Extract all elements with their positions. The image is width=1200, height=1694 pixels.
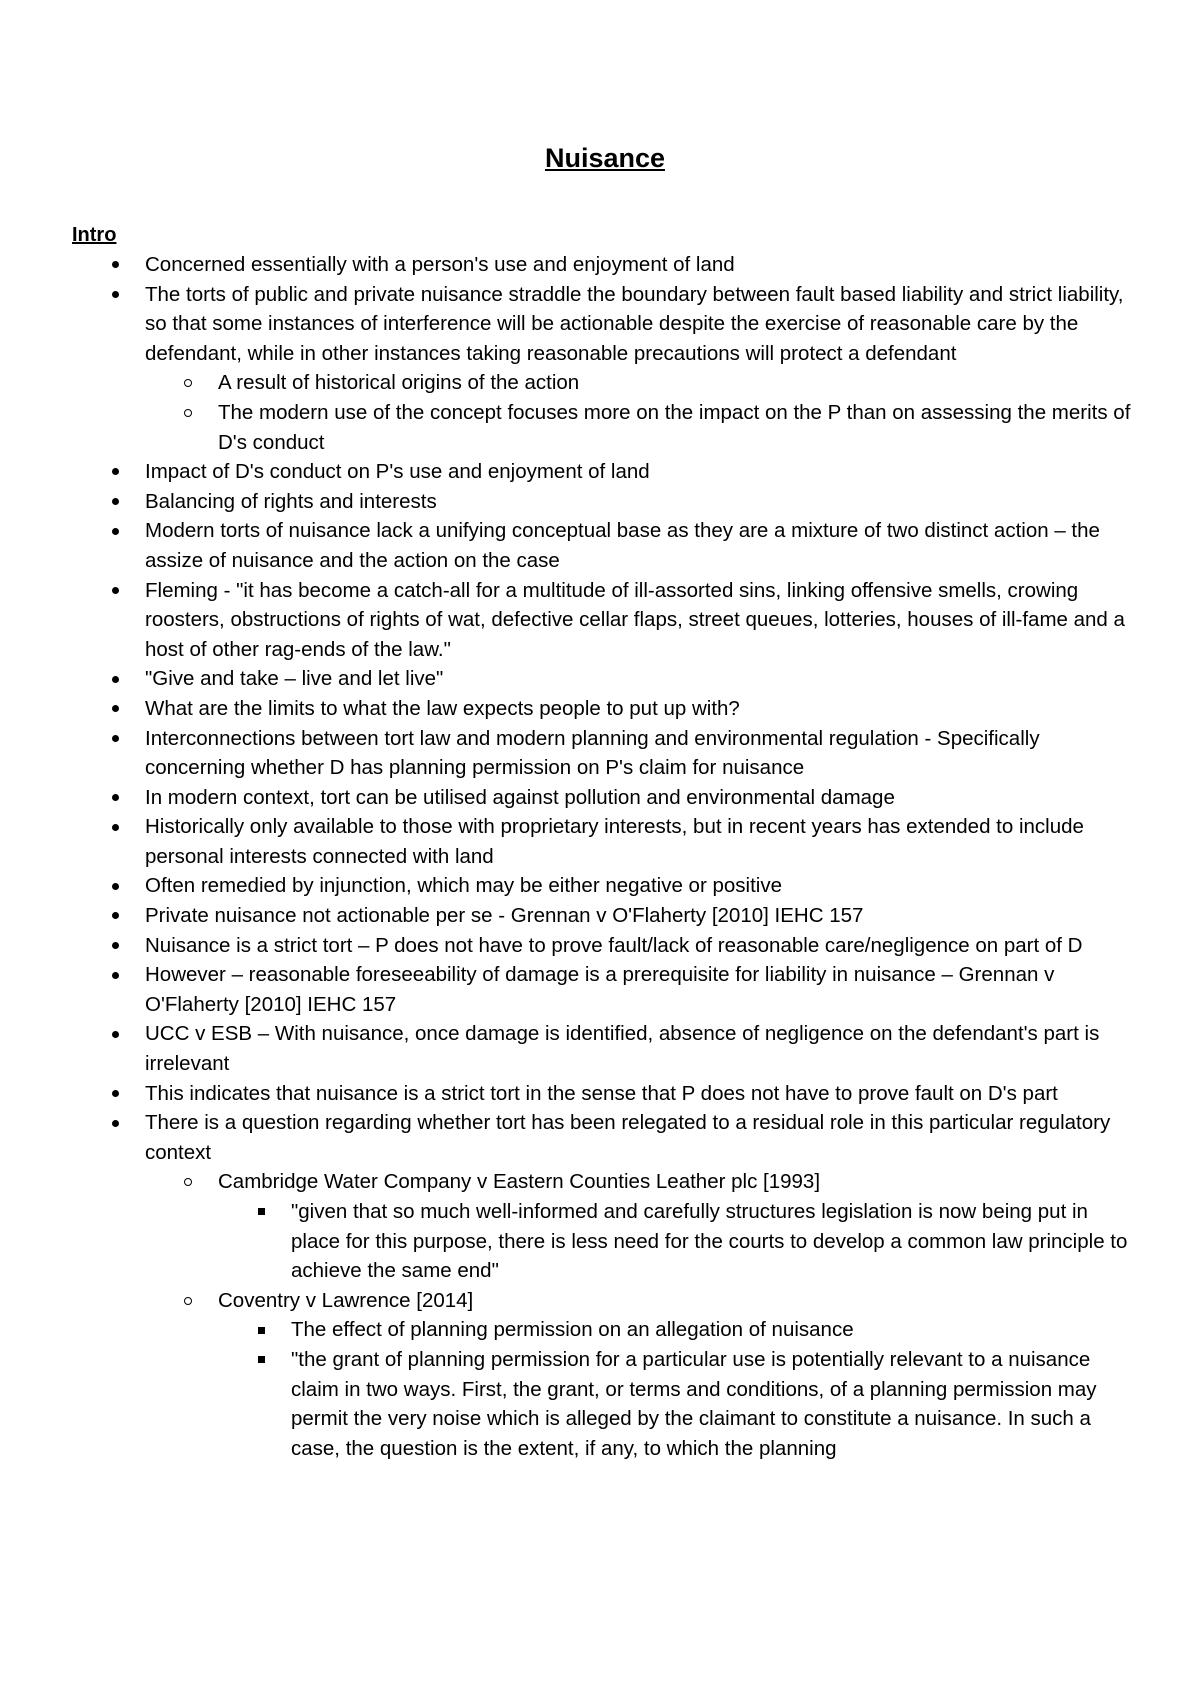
bullet-marker: [108, 871, 122, 901]
list-item: [72, 487, 1138, 517]
list-item-text: Often remedied by injunction, which may be either negative or positive: [145, 874, 782, 898]
list-level-1: [72, 250, 1138, 368]
list-item: [72, 1315, 1138, 1345]
list-item-text: Private nuisance not actionable per se - Grennan v O'Flaherty [2010] IEHC 157: [145, 904, 864, 928]
list-item: [72, 871, 1138, 901]
list-item-text: However – reasonable foreseeability of damage is a prerequisite for liability in nuisance – Grennan v O'Flaherty [2010] IEHC 157: [145, 963, 1055, 1016]
dot-bullet-icon: [112, 1090, 119, 1097]
list-item: [72, 1167, 1138, 1197]
page-title: Nuisance: [544, 143, 666, 173]
list-item: [72, 901, 1138, 931]
dot-bullet-icon: [112, 794, 119, 801]
list-item: [72, 1079, 1138, 1109]
section-heading-intro: Intro: [72, 224, 117, 246]
dot-bullet-icon: [112, 972, 119, 979]
list-level-1: [72, 457, 1138, 1167]
bullet-marker: [108, 812, 122, 842]
list-item: [72, 457, 1138, 487]
bullet-marker: [108, 1108, 122, 1138]
list-level-2: [72, 1286, 1138, 1316]
list-item: [72, 664, 1138, 694]
list-level-2: [72, 368, 1138, 457]
dot-bullet-icon: [112, 1120, 119, 1127]
bullet-marker: [108, 664, 122, 694]
list-item: [72, 1019, 1138, 1078]
list-item: [72, 931, 1138, 961]
list-item-text: Modern torts of nuisance lack a unifying conceptual base as they are a mixture of two distinct action – the assize of nuisance and the action on the case: [145, 519, 1100, 572]
list-item-text: "the grant of planning permission for a particular use is potentially relevant to a nuisance claim in two ways. First, the grant, or terms and conditions, of a planning permission may permit the very noise which is alleged by the claimant to constitute a nuisance. In such a case, the question is the extent, if any, to which the planning: [291, 1347, 1097, 1460]
dot-bullet-icon: [112, 705, 119, 712]
bullet-marker: [181, 1167, 195, 1197]
bullet-marker: [108, 1079, 122, 1109]
bullet-marker: [254, 1345, 268, 1375]
list-item-text: "given that so much well-informed and carefully structures legislation is now being put in place for this purpose, there is less need for the courts to develop a common law principle to achieve the same end": [291, 1200, 1128, 1283]
bullet-marker: [254, 1315, 268, 1345]
list-item-text: Coventry v Lawrence [2014]: [218, 1288, 474, 1312]
dot-bullet-icon: [112, 587, 119, 594]
bullet-marker: [108, 901, 122, 931]
list-item-text: In modern context, tort can be utilised against pollution and environmental damage: [145, 785, 895, 809]
list-item-text: Nuisance is a strict tort – P does not have to prove fault/lack of reasonable care/negligence on part of D: [145, 933, 1083, 957]
dot-bullet-icon: [112, 291, 119, 298]
circle-bullet-icon: [184, 1297, 192, 1305]
bullet-marker: [108, 280, 122, 310]
document-page: [72, 140, 1138, 1463]
list-item: [72, 960, 1138, 1019]
dot-bullet-icon: [112, 735, 119, 742]
bullet-marker: [108, 457, 122, 487]
dot-bullet-icon: [112, 528, 119, 535]
square-bullet-icon: [258, 1208, 265, 1215]
list-item-text: Fleming - "it has become a catch-all for a multitude of ill-assorted sins, linking offensive smells, crowing roosters, obstructions of rights of wat, defective cellar flaps, street queues, lotteries, houses of ill-fame and a host of other rag-ends of the law.": [145, 578, 1125, 661]
bullet-marker: [181, 398, 195, 428]
list-item-text: The modern use of the concept focuses more on the impact on the P than on assessing the merits of D's conduct: [218, 400, 1131, 454]
list-item: [72, 280, 1138, 369]
square-bullet-icon: [258, 1327, 265, 1334]
list-item-text: Concerned essentially with a person's use and enjoyment of land: [145, 253, 735, 276]
list-item-text: The torts of public and private nuisance straddle the boundary between fault based liability and strict liability, so that some instances of interference will be actionable despite the exercise of reasonable care by the defendant, while in other instances taking reasonable precautions will protect a defendant: [145, 282, 1124, 365]
dot-bullet-icon: [112, 468, 119, 475]
list-item-text: Impact of D's conduct on P's use and enjoyment of land: [145, 460, 650, 484]
dot-bullet-icon: [112, 676, 119, 683]
bullet-marker: [108, 694, 122, 724]
bullet-list: [72, 250, 1138, 1463]
list-item: [72, 1197, 1138, 1286]
bullet-marker: [108, 783, 122, 813]
bullet-marker: [108, 724, 122, 754]
list-item: [72, 694, 1138, 724]
bullet-marker: [108, 516, 122, 546]
list-item: [72, 812, 1138, 871]
dot-bullet-icon: [112, 912, 119, 919]
dot-bullet-icon: [112, 942, 119, 949]
list-item: [72, 368, 1138, 398]
list-level-3: [72, 1197, 1138, 1286]
list-item: [72, 250, 1138, 280]
dot-bullet-icon: [112, 1031, 119, 1038]
dot-bullet-icon: [112, 824, 119, 831]
list-item-text: This indicates that nuisance is a strict tort in the sense that P does not have to prove fault on D's part: [145, 1081, 1058, 1105]
bullet-marker: [108, 576, 122, 606]
bullet-marker: [254, 1197, 268, 1227]
bullet-marker: [108, 931, 122, 961]
list-item: [72, 1286, 1138, 1316]
circle-bullet-icon: [184, 379, 192, 387]
list-item-text: Historically only available to those with proprietary interests, but in recent years has extended to include personal interests connected with land: [145, 815, 1084, 868]
dot-bullet-icon: [112, 498, 119, 505]
dot-bullet-icon: [112, 883, 119, 890]
list-item-text: A result of historical origins of the action: [218, 371, 580, 395]
bullet-marker: [181, 368, 195, 398]
list-item-text: Cambridge Water Company v Eastern Counties Leather plc [1993]: [218, 1170, 821, 1194]
bullet-marker: [108, 960, 122, 990]
dot-bullet-icon: [112, 261, 119, 268]
list-item-text: Balancing of rights and interests: [145, 489, 437, 513]
circle-bullet-icon: [184, 409, 192, 417]
list-item: [72, 576, 1138, 665]
list-item-text: What are the limits to what the law expects people to put up with?: [145, 696, 740, 720]
list-item-text: Interconnections between tort law and modern planning and environmental regulation - Specifically concerning whether D has planning permission on P's claim for nuisance: [145, 726, 1040, 780]
circle-bullet-icon: [184, 1178, 192, 1186]
list-level-2: [72, 1167, 1138, 1197]
list-item-text: UCC v ESB – With nuisance, once damage is identified, absence of negligence on the defendant's part is irrelevant: [145, 1022, 1100, 1076]
square-bullet-icon: [258, 1356, 265, 1363]
list-item: [72, 1108, 1138, 1167]
list-item: [72, 398, 1138, 457]
bullet-marker: [108, 487, 122, 517]
list-item-text: There is a question regarding whether tort has been relegated to a residual role in this particular regulatory context: [145, 1111, 1111, 1164]
bullet-marker: [181, 1286, 195, 1316]
list-item: [72, 1345, 1138, 1463]
bullet-marker: [108, 1019, 122, 1049]
list-item: [72, 516, 1138, 575]
list-item-text: The effect of planning permission on an allegation of nuisance: [291, 1318, 854, 1342]
list-level-3: [72, 1315, 1138, 1463]
bullet-marker: [108, 250, 122, 280]
list-item: [72, 724, 1138, 783]
list-item: [72, 783, 1138, 813]
list-item-text: "Give and take – live and let live": [145, 667, 444, 691]
